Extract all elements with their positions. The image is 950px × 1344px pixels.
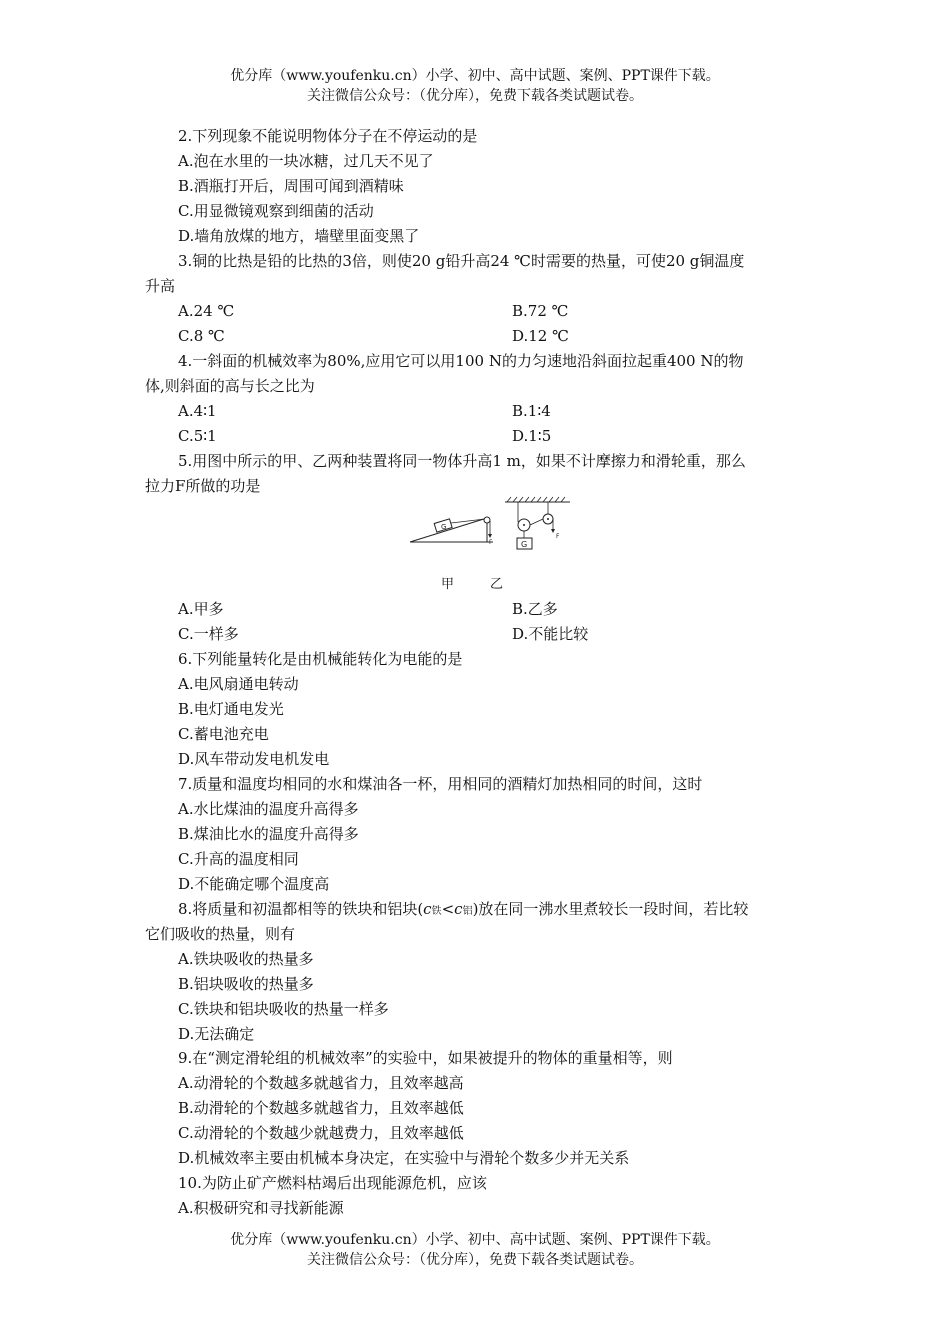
q7-stem: 7.质量和温度均相同的水和煤油各一杯，用相同的酒精灯加热相同的时间，这时	[178, 775, 703, 793]
q4-stem-line-1: 4.一斜面的机械效率为80%,应用它可以用100 N的力匀速地沿斜面拉起重400 N的物	[178, 352, 744, 370]
less-than: <	[441, 900, 455, 918]
pulley-jia	[484, 517, 490, 523]
f-label-yi: F	[556, 533, 560, 540]
q5-stem-line-1: 5.用图中所示的甲、乙两种装置将同一物体升高1 m，如果不计摩擦力和滑轮重，那么	[178, 452, 746, 470]
sub-iron: 铁	[431, 906, 442, 917]
q4-option-c: C.5∶1	[178, 427, 217, 445]
q8-option-b: B.铝块吸收的热量多	[178, 975, 314, 993]
q9-stem: 9.在“测定滑轮组的机械效率”的实验中，如果被提升的物体的重量相等，则	[178, 1049, 673, 1067]
q4-option-a: A.4∶1	[178, 402, 217, 420]
q7-option-b: B.煤油比水的温度升高得多	[178, 825, 359, 843]
q5-figure	[405, 492, 585, 556]
q4-option-b: B.1∶4	[512, 402, 551, 420]
q3-option-b: B.72 ℃	[512, 302, 569, 320]
q8-option-d: D.无法确定	[178, 1025, 255, 1043]
inclined-plane-diagram	[410, 517, 493, 546]
header-line-1: 优分库（www.youfenku.cn）小学、初中、高中试题、案例、PPT课件下载。	[230, 68, 720, 84]
q5-option-d: D.不能比较	[512, 625, 589, 643]
c-symbol-2: c	[454, 900, 463, 918]
q6-option-d: D.风车带动发电机发电	[178, 750, 330, 768]
footer-line-1: 优分库（www.youfenku.cn）小学、初中、高中试题、案例、PPT课件下载。	[230, 1232, 720, 1248]
figure-label-jia: 甲	[441, 577, 455, 592]
q2-stem: 2.下列现象不能说明物体分子在不停运动的是	[178, 127, 478, 145]
q6-option-c: C.蓄电池充电	[178, 725, 269, 743]
q8-stem-pre: 8.将质量和初温都相等的铁块和铝块(	[178, 900, 424, 918]
q6-option-a: A.电风扇通电转动	[178, 675, 299, 693]
q3-option-d: D.12 ℃	[512, 327, 569, 345]
sub-aluminum: 铝	[462, 906, 473, 917]
q5-option-b: B.乙多	[512, 600, 558, 618]
q2-option-c: C.用显微镜观察到细菌的活动	[178, 202, 374, 220]
q8-option-c: C.铁块和铝块吸收的热量一样多	[178, 1000, 389, 1018]
pulley-system-diagram	[505, 497, 570, 549]
q3-stem-line-2: 升高	[145, 277, 176, 295]
header-line-2: 关注微信公众号：（优分库），免费下载各类试题试卷。	[307, 88, 643, 104]
q8-stem-line-2: 它们吸收的热量，则有	[145, 925, 296, 943]
q2-option-d: D.墙角放煤的地方，墙壁里面变黑了	[178, 227, 420, 245]
figure-label-yi: 乙	[490, 577, 504, 592]
q9-option-c: C.动滑轮的个数越少就越费力，且效率越低	[178, 1124, 464, 1142]
q7-option-a: A.水比煤油的温度升高得多	[178, 800, 359, 818]
q2-option-a: A.泡在水里的一块冰糖，过几天不见了	[178, 152, 434, 170]
g-label-yi: G	[521, 540, 528, 549]
q7-option-d: D.不能确定哪个温度高	[178, 875, 330, 893]
q2-option-b: B.酒瓶打开后，周围可闻到酒精味	[178, 177, 404, 195]
q9-option-a: A.动滑轮的个数越多就越省力，且效率越高	[178, 1074, 464, 1092]
q7-option-c: C.升高的温度相同	[178, 850, 299, 868]
q6-option-b: B.电灯通电发光	[178, 700, 284, 718]
q9-option-b: B.动滑轮的个数越多就越省力，且效率越低	[178, 1099, 464, 1117]
q10-option-a: A.积极研究和寻找新能源	[178, 1199, 344, 1217]
q5-option-c: C.一样多	[178, 625, 239, 643]
q5-option-a: A.甲多	[178, 600, 224, 618]
q5-stem-line-2: 拉力F所做的功是	[145, 477, 261, 495]
q4-stem-line-2: 体,则斜面的高与长之比为	[145, 377, 315, 395]
c-symbol: c	[423, 900, 432, 918]
q3-option-c: C.8 ℃	[178, 327, 225, 345]
f-label-jia: F	[489, 539, 493, 546]
q4-option-d: D.1∶5	[512, 427, 552, 445]
q10-stem: 10.为防止矿产燃料枯竭后出现能源危机，应该	[178, 1174, 487, 1192]
q8-option-a: A.铁块吸收的热量多	[178, 950, 314, 968]
q8-stem-post: )放在同一沸水里煮较长一段时间，若比较	[472, 900, 749, 918]
q3-option-a: A.24 ℃	[178, 302, 235, 320]
q8-stem-line-1	[178, 899, 748, 922]
q6-stem: 6.下列能量转化是由机械能转化为电能的是	[178, 650, 463, 668]
footer-line-2: 关注微信公众号：（优分库），免费下载各类试题试卷。	[307, 1252, 643, 1268]
q3-stem-line-1: 3.铜的比热是铅的比热的3倍，则使20 g铅升高24 ℃时需要的热量，可使20 g铜温度	[178, 252, 745, 270]
g-label-jia: G	[441, 523, 447, 531]
q9-option-d: D.机械效率主要由机械本身决定，在实验中与滑轮个数多少并无关系	[178, 1149, 630, 1167]
